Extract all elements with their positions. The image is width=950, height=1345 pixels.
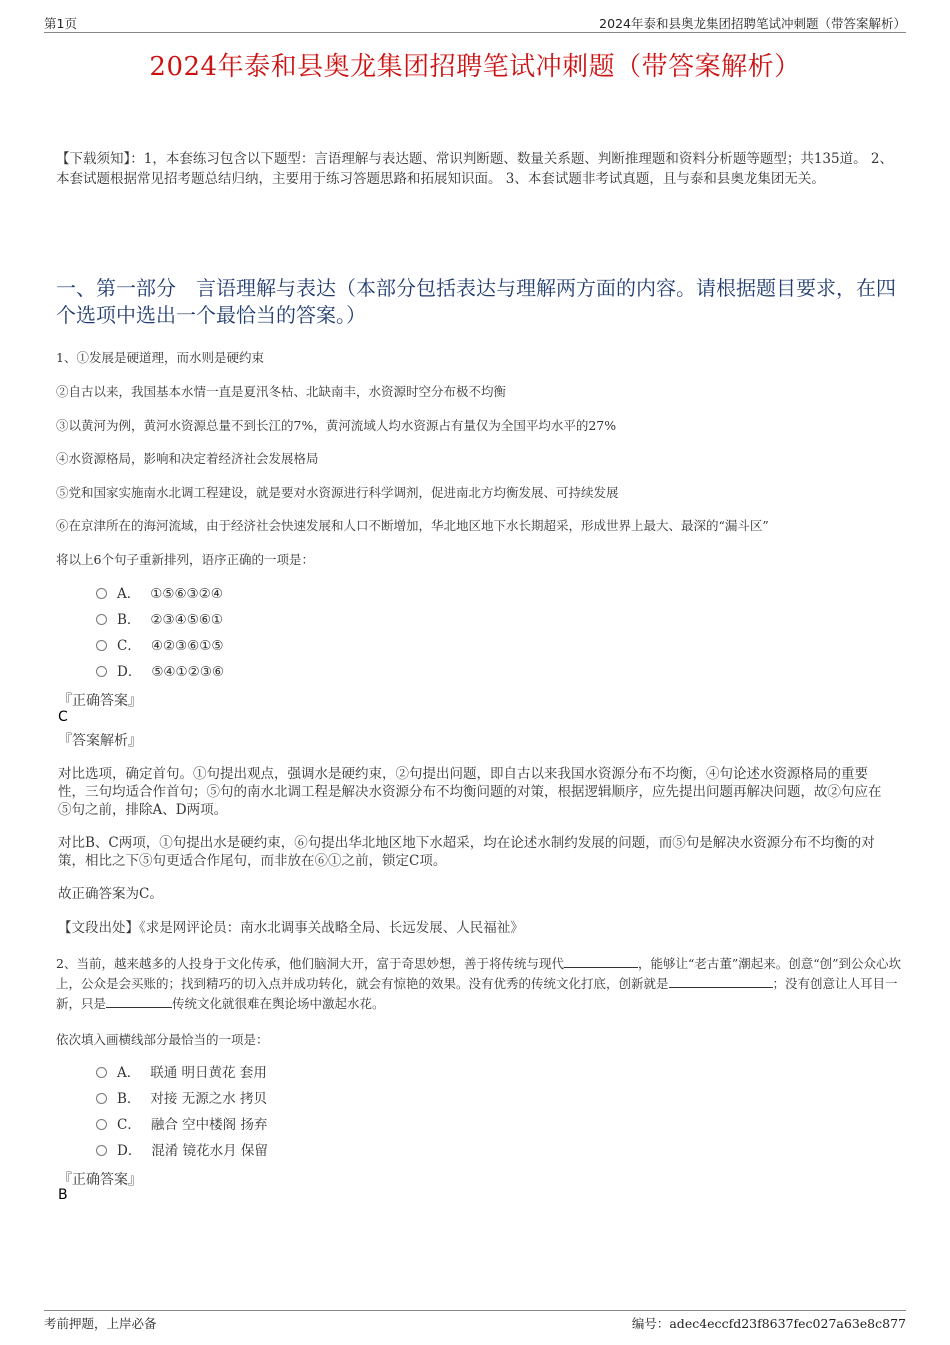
q1-sentence-4: ④水资源格局，影响和决定着经济社会发展格局: [56, 451, 319, 466]
footer-divider: [44, 1310, 906, 1311]
q2-option-b[interactable]: B． 对接 无源之水 拷贝: [96, 1089, 267, 1109]
page-number: 第1页: [44, 16, 77, 31]
q2-option-a[interactable]: A． 联通 明日黄花 套用: [96, 1063, 267, 1083]
running-header-title: 2024年泰和县奥龙集团招聘笔试冲刺题（带答案解析）: [599, 16, 906, 31]
q2-blank-1: [564, 955, 638, 968]
q2-option-d[interactable]: D． 混淆 镜花水月 保留: [96, 1141, 268, 1161]
q2-prompt: 依次填入画横线部分最恰当的一项是：: [56, 1032, 269, 1047]
q2-blank-2: [669, 975, 773, 988]
radio-icon[interactable]: [96, 1145, 107, 1156]
q1-sentence-6: ⑥在京津所在的海河流域，由于经济社会快速发展和人口不断增加，华北地区地下水长期超采，形成世界上最大、最深的“漏斗区”: [56, 518, 769, 533]
radio-icon[interactable]: [96, 1093, 107, 1104]
q1-sentence-2: ②自古以来，我国基本水情一直是夏汛冬枯、北缺南丰，水资源时空分布极不均衡: [56, 384, 507, 399]
download-notice: 【下载须知】：1，本套练习包含以下题型：言语理解与表达题、常识判断题、数量关系题、判断推理题和资料分析题等题型；共135道。 2、本套试题根据常见招考题总结归纳，主要用于练习答题思路和拓展知识面。 3、本套试题非考试真题，且与泰和县奥龙集团无关。: [56, 151, 893, 187]
radio-icon[interactable]: [96, 1067, 107, 1078]
q1-prompt: 将以上6个句子重新排列，语序正确的一项是：: [56, 552, 314, 567]
document-title: 2024年泰和县奥龙集团招聘笔试冲刺题（带答案解析）: [149, 52, 801, 82]
q1-option-a[interactable]: A． ①⑤⑥③②④: [96, 584, 223, 604]
q2-stem: 2、当前，越来越多的人投身于文化传承，他们脑洞大开，富于奇思妙想，善于将传统与现代 ，能够让“老古董”潮起来。创意“创”到公众心坎上，公众是会买账的；找到精巧的切入点并成功转化，就会有惊艳的效果。没有优秀的传统文化打底，创新就是 ；没有创意让人耳目一新，只是 传统文化就很难在舆论场中激起水花。: [56, 956, 902, 1011]
q1-answer-label: 『正确答案』: [58, 693, 142, 709]
q1-option-d[interactable]: D． ⑤④①②③⑥: [96, 662, 224, 682]
radio-icon[interactable]: [96, 588, 107, 599]
q1-answer-value: C: [58, 709, 68, 725]
q2-option-c[interactable]: C． 融合 空中楼阁 扬弃: [96, 1115, 267, 1135]
section-heading: 一、第一部分 言语理解与表达（本部分包括表达与理解两方面的内容。请根据题目要求，在四个选项中选出一个最恰当的答案。）: [56, 276, 896, 327]
q1-analysis-paragraph-1: 对比选项，确定首句。①句提出观点，强调水是硬约束，②句提出问题，即自古以来我国水资源分布不均衡，④句论述水资源格局的重要性，三句均适合作首句；⑤句的南水北调工程是解决水资源分布不均衡问题的对策，根据逻辑顺序，应先提出问题再解决问题，故②句应在⑤句之前，排除A、D两项。: [58, 766, 882, 818]
header-divider: [44, 32, 906, 33]
q1-sentence-1: 1、①发展是硬道理，而水则是硬约束: [56, 350, 264, 365]
q1-option-b[interactable]: B． ②③④⑤⑥①: [96, 610, 223, 630]
q1-analysis-paragraph-2: 对比B、C两项，①句提出水是硬约束，⑥句提出华北地区地下水超采，均在论述水制约发展的问题，而⑤句是解决水资源分布不均衡的对策，相比之下⑤句更适合作尾句，而非放在⑥①之前，锁定C项。: [58, 835, 875, 869]
q1-analysis-conclusion: 故正确答案为C。: [58, 886, 163, 902]
q1-sentence-5: ⑤党和国家实施南水北调工程建设，就是要对水资源进行科学调剂，促进南北方均衡发展、可持续发展: [56, 485, 619, 500]
q1-analysis-label: 『答案解析』: [58, 733, 142, 749]
q1-source: 【文段出处】《求是网评论员：南水北调事关战略全局、长远发展、人民福祉》: [58, 920, 524, 936]
q2-answer-label: 『正确答案』: [58, 1172, 142, 1188]
q1-sentence-3: ③以黄河为例，黄河水资源总量不到长江的7%，黄河流域人均水资源占有量仅为全国平均水平的27%: [56, 418, 617, 433]
footer-slogan: 考前押题，上岸必备: [44, 1316, 157, 1331]
q2-answer-value: B: [58, 1187, 68, 1203]
q1-option-c[interactable]: C． ④②③⑥①⑤: [96, 636, 223, 656]
radio-icon[interactable]: [96, 640, 107, 651]
q2-blank-3: [106, 995, 172, 1008]
radio-icon[interactable]: [96, 614, 107, 625]
radio-icon[interactable]: [96, 1119, 107, 1130]
document-id: 编号：adec4eccfd23f8637fec027a63e8c877: [631, 1316, 906, 1331]
radio-icon[interactable]: [96, 666, 107, 677]
